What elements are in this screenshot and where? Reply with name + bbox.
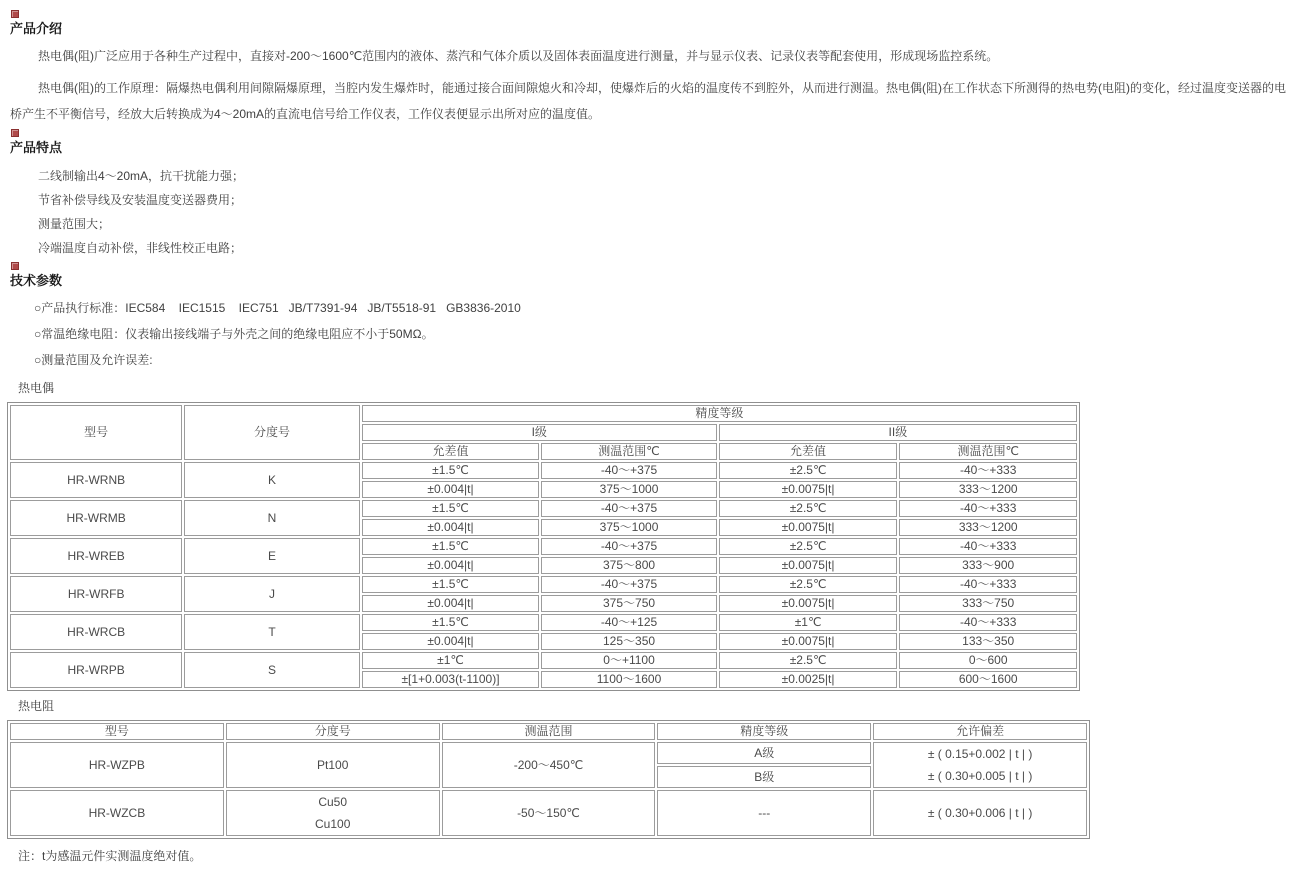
cell-graduation: E	[184, 538, 359, 574]
deviation-line-b: ± ( 0.30+0.005 | t | )	[927, 769, 1033, 783]
cell-graduation: T	[184, 614, 359, 650]
header-temp-range: 测温范围	[442, 723, 656, 740]
cell-graduation: S	[184, 652, 359, 688]
cell-range: 375～1000	[541, 481, 716, 498]
table-row	[10, 652, 1077, 669]
cell-range: -40～+333	[899, 538, 1077, 555]
cell-tolerance: ±2.5℃	[719, 500, 898, 517]
cell-grade-a: A级	[657, 742, 871, 764]
cell-tolerance: ±0.004|t|	[362, 481, 540, 498]
header-model: 型号	[10, 405, 182, 460]
cell-tolerance: ±2.5℃	[719, 576, 898, 593]
cell-range: -40～+375	[541, 462, 716, 479]
cell-tolerance: ±2.5℃	[719, 538, 898, 555]
cell-tolerance: ±1.5℃	[362, 576, 540, 593]
cell-tolerance: ±[1+0.003(t-1100)]	[362, 671, 540, 688]
cell-range: -40～+375	[541, 500, 716, 517]
feature-item: 测量范围大；	[38, 217, 111, 231]
section-title-specs: 技术参数	[10, 273, 63, 288]
cell-grade-b: B级	[657, 766, 871, 788]
cell-tolerance: ±0.0075|t|	[719, 557, 898, 574]
cell-model: HR-WRCB	[10, 614, 182, 650]
cell-graduation: J	[184, 576, 359, 612]
cell-range: -200～450℃	[442, 742, 656, 788]
cell-tolerance: ±2.5℃	[719, 652, 898, 669]
graduation-line-1: Cu50	[318, 795, 348, 809]
cell-model: HR-WRNB	[10, 462, 182, 498]
thermocouple-table-label: 热电偶	[18, 381, 55, 395]
cell-range: 133～350	[899, 633, 1077, 650]
cell-range: 375～750	[541, 595, 716, 612]
header-class-2: II级	[719, 424, 1077, 441]
table-row	[10, 576, 1077, 593]
cell-range: -40～+333	[899, 462, 1077, 479]
intro-paragraph-1: 热电偶(阻)广泛应用于各种生产过程中，直接对-200～1600℃范围内的液体、蒸汽和气体介质以及固体表面温度进行测量，并与显示仪表、记录仪表等配套使用，形成现场监控系统。	[38, 49, 999, 63]
cell-model: HR-WRMB	[10, 500, 182, 536]
broken-image-icon	[11, 129, 19, 137]
cell-tolerance: ±1.5℃	[362, 500, 540, 517]
cell-range: 375～800	[541, 557, 716, 574]
feature-item: 二线制输出4～20mA，抗干扰能力强；	[38, 169, 245, 183]
cell-model: HR-WRPB	[10, 652, 182, 688]
cell-tolerance: ±0.0075|t|	[719, 595, 898, 612]
cell-tolerance: ±0.0075|t|	[719, 481, 898, 498]
section-title-intro: 产品介绍	[10, 21, 63, 36]
spec-standard: ○产品执行标准：IEC584 IEC1515 IEC751 JB/T7391-94 JB/T5518-91 GB3836-2010	[34, 301, 521, 315]
rtd-table-label: 热电阻	[18, 699, 55, 713]
header-class-1: I级	[362, 424, 717, 441]
cell-tolerance: ±1.5℃	[362, 462, 540, 479]
header-accuracy-class: 精度等级	[657, 723, 871, 740]
cell-range: 333～750	[899, 595, 1077, 612]
section-title-features: 产品特点	[10, 140, 63, 155]
cell-range: -50～150℃	[442, 790, 656, 836]
cell-tolerance: ±1.5℃	[362, 538, 540, 555]
cell-range: 1100～1600	[541, 671, 716, 688]
feature-item: 节省补偿导线及安装温度变送器费用；	[38, 193, 243, 207]
header-allowed-deviation: 允许偏差	[873, 723, 1087, 740]
cell-model: HR-WRFB	[10, 576, 182, 612]
thermocouple-table	[7, 402, 1080, 691]
cell-range: 333～900	[899, 557, 1077, 574]
cell-range: 0～600	[899, 652, 1077, 669]
cell-tolerance: ±0.004|t|	[362, 557, 540, 574]
cell-range: -40～+333	[899, 614, 1077, 631]
cell-tolerance: ±1℃	[719, 614, 898, 631]
cell-tolerance: ±0.0075|t|	[719, 633, 898, 650]
cell-tolerance: ±1℃	[362, 652, 540, 669]
table-row	[10, 790, 1087, 836]
spec-insulation: ○常温绝缘电阻：仪表输出接线端子与外壳之间的绝缘电阻应不小于50MΩ。	[34, 327, 434, 341]
cell-tolerance: ±0.004|t|	[362, 595, 540, 612]
table-row	[10, 742, 1087, 764]
cell-tolerance: ±2.5℃	[719, 462, 898, 479]
cell-graduation: N	[184, 500, 359, 536]
cell-range: -40～+125	[541, 614, 716, 631]
cell-range: 375～1000	[541, 519, 716, 536]
rtd-table	[7, 720, 1090, 839]
cell-tolerance: ±0.004|t|	[362, 633, 540, 650]
graduation-line-2: Cu100	[315, 817, 351, 831]
table-footnote: 注：t为感温元件实测温度绝对值。	[18, 849, 202, 863]
table-header-row	[10, 723, 1087, 740]
cell-graduation: K	[184, 462, 359, 498]
table-row	[10, 538, 1077, 555]
broken-image-icon	[11, 262, 19, 270]
cell-graduation	[226, 790, 440, 836]
cell-range: -40～+333	[899, 500, 1077, 517]
table-row	[10, 462, 1077, 479]
cell-range: -40～+333	[899, 576, 1077, 593]
cell-grade: ---	[657, 790, 871, 836]
cell-range: 125～350	[541, 633, 716, 650]
cell-tolerance: ±0.004|t|	[362, 519, 540, 536]
header-graduation: 分度号	[226, 723, 440, 740]
header-temp-range: 测温范围℃	[899, 443, 1077, 460]
cell-deviation: ± ( 0.30+0.006 | t | )	[873, 790, 1087, 836]
cell-range: -40～+375	[541, 538, 716, 555]
cell-range: 0～+1100	[541, 652, 716, 669]
table-row	[10, 500, 1077, 517]
header-accuracy-class: 精度等级	[362, 405, 1077, 422]
cell-model: HR-WZCB	[10, 790, 224, 836]
cell-deviation	[873, 742, 1087, 788]
table-row	[10, 614, 1077, 631]
cell-tolerance: ±0.0025|t|	[719, 671, 898, 688]
spec-range-label: ○测量范围及允许误差:	[34, 353, 153, 367]
table-header-row	[10, 405, 1077, 422]
cell-range: -40～+375	[541, 576, 716, 593]
cell-range: 600～1600	[899, 671, 1077, 688]
cell-range: 333～1200	[899, 481, 1077, 498]
cell-graduation: Pt100	[226, 742, 440, 788]
cell-tolerance: ±1.5℃	[362, 614, 540, 631]
deviation-line-a: ± ( 0.15+0.002 | t | )	[927, 747, 1033, 761]
header-tolerance: 允差值	[362, 443, 540, 460]
cell-tolerance: ±0.0075|t|	[719, 519, 898, 536]
broken-image-icon	[11, 10, 19, 18]
feature-item: 冷端温度自动补偿，非线性校正电路；	[38, 241, 243, 255]
cell-model: HR-WZPB	[10, 742, 224, 788]
header-model: 型号	[10, 723, 224, 740]
header-graduation: 分度号	[184, 405, 359, 460]
intro-paragraph-2: 热电偶(阻)的工作原理：隔爆热电偶利用间隙隔爆原理，当腔内发生爆炸时，能通过接合面间隙熄火和冷却，使爆炸后的火焰的温度传不到腔外，从而进行测温。热电偶(阻)在工作状态下所测得的热电势(电阻)的变化，经过温度变送器的电桥产生不平衡信号，经放大后转换成为4～20mA的直流电信号给工作仪表，工作仪表便显示出所对应的温度值。	[10, 81, 1286, 121]
cell-range: 333～1200	[899, 519, 1077, 536]
header-temp-range: 测温范围℃	[541, 443, 716, 460]
header-tolerance: 允差值	[719, 443, 898, 460]
cell-model: HR-WREB	[10, 538, 182, 574]
